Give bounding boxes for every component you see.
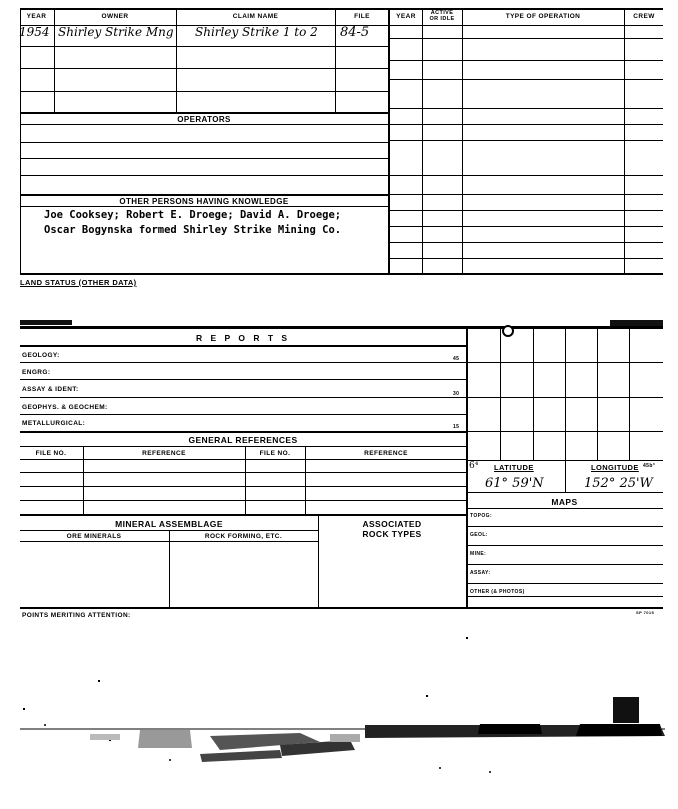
gr-bottom-line [20,514,466,516]
grid-row-line [466,362,663,363]
associated-rock-types-2: ROCK TYPES [362,529,422,539]
right-row-line [388,60,663,61]
entry-owner: Shirley Strike Mng [58,25,174,39]
right-row-line [388,258,663,259]
row-line [20,91,388,92]
top-table-bottom-border [20,273,663,275]
row-line [20,175,388,176]
maps-other: OTHER (& PHOTOS) [470,589,525,595]
location-circle-marker [502,325,514,337]
lat-prefix: 6⁴ [469,461,479,471]
longitude-value: 152° 25'W [584,476,653,491]
latitude-value: 61° 59'N [485,476,544,491]
scale-45: 45 [453,356,460,362]
maps-row-line [466,526,663,527]
entry-claim-name: Shirley Strike 1 to 2 [195,25,318,39]
col-line-year2 [422,8,423,274]
maps-geol: GEOL: [470,532,488,538]
general-references-title: GENERAL REFERENCES [188,435,298,445]
grid-col-line [629,326,630,460]
col-line-type [624,8,625,274]
report-row-line [20,362,466,363]
points-meriting-attention: POINTS MERITING ATTENTION: [22,612,131,619]
gr-col-file-no: FILE NO. [35,450,67,457]
entry-year: 1954 [19,25,50,39]
report-engrg: ENGRG: [22,369,51,376]
latitude-label: LATITUDE [494,463,534,472]
col-line-owner [176,8,177,113]
header-active: ACTIVE [430,10,454,16]
grid-row-line [466,397,663,398]
gr-col-line [245,446,246,514]
report-row-line [20,379,466,380]
gr-row-line [20,500,466,501]
right-row-line [388,175,663,176]
gr-col-line [83,446,84,514]
scan-noise-band [20,720,665,775]
gr-col-file-no-2: FILE NO. [259,450,291,457]
grid-col-line [565,326,566,460]
mineral-assemblage-title: MINERAL ASSEMBLAGE [115,519,223,529]
row-line [20,142,388,143]
longitude-label: LONGITUDE [591,463,639,472]
scan-speck [426,695,428,697]
maps-title-line [466,508,663,509]
reports-top-border [20,326,663,329]
form-number: SP 7015 [636,610,655,615]
other-persons-bottom-line [20,206,388,207]
report-row-line [20,414,466,415]
report-geology: GEOLOGY: [22,352,60,359]
other-persons-line-1: Joe Cooksey; Robert E. Droege; David A. Droege; [44,209,342,221]
header-year-2: YEAR [396,13,416,20]
right-row-line [388,140,663,141]
scan-smudge [20,320,72,325]
entry-file: 84-5 [340,25,370,40]
report-geophys: GEOPHYS. & GEOCHEM: [22,404,108,411]
right-row-line [388,210,663,211]
grid-col-line [533,326,534,460]
maps-row-line [466,564,663,565]
left-border [20,8,21,274]
right-row-line [388,226,663,227]
other-persons-line-2: Oscar Bogynska formed Shirley Strike Mining Co. [44,224,342,236]
maps-mine: MINE: [470,551,487,557]
col-line-active [462,8,463,274]
gr-row-line [20,472,466,473]
gr-row-line [20,486,466,487]
scan-speck [466,637,468,639]
report-metallurgical: METALLURGICAL: [22,420,86,427]
right-row-line [388,108,663,109]
col-line-year [54,8,55,113]
gr-col-reference-2: REFERENCE [364,450,408,457]
form-bottom-line [20,607,663,609]
header-file: FILE [354,13,370,20]
ma-ore-minerals: ORE MINERALS [66,533,122,540]
grid-col-line [597,326,598,460]
land-status-label: LAND STATUS (OTHER DATA) [20,278,137,287]
ma-col-line [169,530,170,607]
scan-smudge [610,320,663,326]
scan-speck [98,680,100,682]
col-line-claim [335,8,336,113]
ma-rock-forming: ROCK FORMING, ETC. [204,533,283,540]
reports-title-line [20,345,466,347]
gr-title-line [20,446,466,447]
header-active-or-idle [423,10,461,22]
scale-30: 30 [453,391,460,397]
row-line [20,68,388,69]
latlon-divider [565,460,566,492]
report-assay: ASSAY & IDENT: [22,386,79,393]
scale-15: 15 [453,424,460,430]
grid-col-line [500,326,501,460]
gr-col-line [305,446,306,514]
gr-col-reference: REFERENCE [142,450,186,457]
header-crew: CREW [633,13,655,20]
longitude-note: 45b° [643,463,656,469]
latlon-bottom-line [466,492,663,493]
maps-row-line [466,596,663,597]
maps-assay: ASSAY: [470,570,491,576]
ma-right-line [318,514,319,607]
right-row-line [388,79,663,80]
operators-bottom-line [20,124,388,125]
header-type-of-operation: TYPE OF OPERATION [505,13,581,20]
associated-rock-types-1: ASSOCIATED [362,519,422,529]
row-line [20,46,388,47]
maps-row-line [466,583,663,584]
right-row-line [388,194,663,195]
right-row-line [388,124,663,125]
reports-title: R E P O R T S [195,333,291,343]
header-claim-name: CLAIM NAME [232,13,279,20]
right-row-line [388,242,663,243]
maps-topog: TOPOG: [470,513,493,519]
grid-row-line [466,431,663,432]
top-border [20,8,663,10]
other-persons-top-line [20,194,388,196]
col-line-divider [388,8,390,274]
header-owner: OWNER [101,13,129,20]
header-or-idle: OR IDLE [429,16,455,22]
scan-speck [23,708,25,710]
maps-row-line [466,545,663,546]
other-persons-title: OTHER PERSONS HAVING KNOWLEDGE [119,197,289,206]
operators-title: OPERATORS [177,115,231,124]
reports-bottom-line [20,431,466,433]
right-row-line [388,38,663,39]
operators-top-line [20,112,388,114]
row-line [20,158,388,159]
report-row-line [20,397,466,398]
header-year: YEAR [26,13,47,20]
maps-title: MAPS [551,497,578,507]
gr-header-line [20,459,466,460]
